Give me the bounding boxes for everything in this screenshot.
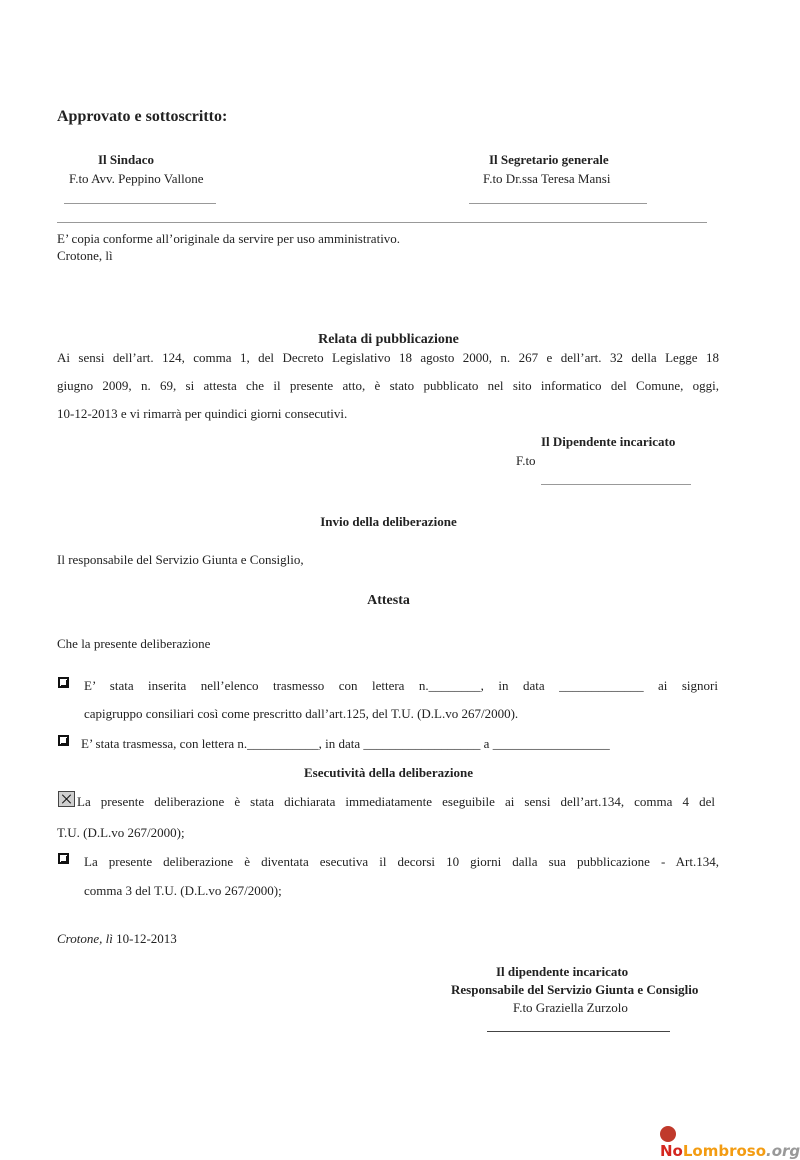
secretary-title: Il Segretario generale	[489, 152, 609, 167]
esecutivita-item-1-line-2: T.U. (D.L.vo 267/2000);	[57, 825, 185, 840]
relata-signer-title: Il Dipendente incaricato	[541, 434, 676, 449]
checkbox-immediate-checked-icon[interactable]	[58, 791, 75, 807]
relata-signature-line	[541, 484, 691, 485]
attesta-item-2: E’ stata trasmessa, con lettera n.___________, in data __________________ a __________________	[81, 736, 610, 751]
footer-signer-role: Responsabile del Servizio Giunta e Consiglio	[451, 982, 699, 997]
footer-date: 10-12-2013	[116, 931, 177, 946]
attesta-item-1-line-2: capigruppo consiliari così come prescritto dall’art.125, del T.U. (D.L.vo 267/2000).	[84, 706, 519, 721]
attesta-item-1-line-1	[84, 678, 718, 694]
approved-heading: Approvato e sottoscritto:	[57, 108, 228, 125]
footer-signer-title: Il dipendente incaricato	[496, 964, 629, 979]
esecutivita-item-2-line-2: comma 3 del T.U. (D.L.vo 267/2000);	[84, 883, 282, 898]
watermark-logo	[660, 1124, 800, 1160]
watermark-part-2: Lombroso	[682, 1142, 767, 1160]
esecutivita-item-2-line-1-text: La presente deliberazione è diventata esecutiva il decorsi 10 giorni dalla sua pubblicazione - Art.134,	[84, 854, 719, 869]
invio-title: Invio della deliberazione	[320, 514, 457, 529]
mayor-name: F.to Avv. Peppino Vallone	[69, 171, 204, 186]
checkbox-executive-icon[interactable]	[58, 853, 69, 864]
attesta-intro: Che la presente deliberazione	[57, 636, 211, 651]
relata-line-3: 10-12-2013 e vi rimarrà per quindici giorni consecutivi.	[57, 406, 348, 421]
footer-signer-name: F.to Graziella Zurzolo	[513, 1000, 628, 1015]
esecutivita-item-2-line-1	[84, 854, 719, 870]
checkbox-transmitted-icon[interactable]	[58, 735, 69, 746]
relata-line-2	[57, 378, 719, 394]
invio-text: Il responsabile del Servizio Giunta e Consiglio,	[57, 552, 304, 567]
footer-place-date	[57, 931, 177, 947]
footer-place: Crotone, lì	[57, 931, 113, 946]
relata-line-2-text: giugno 2009, n. 69, si attesta che il presente atto, è stato pubblicato nel sito informatico del Comune, oggi,	[57, 378, 719, 393]
relata-line-1	[57, 350, 719, 366]
watermark-seal-icon	[660, 1126, 676, 1142]
footer-signature-line	[487, 1031, 670, 1032]
attesta-title: Attesta	[367, 593, 410, 608]
attesta-item-1-line-1-text: E’ stata inserita nell’elenco trasmesso con lettera n.________, in data _____________ ai signori	[84, 678, 718, 693]
relata-title: Relata di pubblicazione	[318, 332, 459, 347]
checkbox-inserted-icon[interactable]	[58, 677, 69, 688]
watermark-part-3: .org	[766, 1142, 800, 1160]
esecutivita-item-1-line-1	[77, 794, 715, 810]
relata-signer-name: F.to	[516, 453, 536, 468]
mayor-title: Il Sindaco	[98, 152, 154, 167]
esecutivita-item-1-line-1-text: La presente deliberazione è stata dichiarata immediatamente eseguibile ai sensi dell’art.134, comma 4 del	[77, 794, 715, 809]
secretary-name: F.to Dr.ssa Teresa Mansi	[483, 171, 611, 186]
mayor-signature-line	[64, 203, 216, 204]
watermark-part-1: No	[660, 1142, 683, 1160]
secretary-signature-line	[469, 203, 647, 204]
copy-place: Crotone, lì	[57, 248, 113, 263]
copy-statement: E’ copia conforme all’originale da servire per uso amministrativo.	[57, 231, 401, 246]
section-divider	[57, 222, 707, 223]
relata-line-1-text: Ai sensi dell’art. 124, comma 1, del Decreto Legislativo 18 agosto 2000, n. 267 e dell’art. 32 della Legge 18	[57, 350, 719, 365]
esecutivita-title: Esecutività della deliberazione	[304, 765, 473, 780]
